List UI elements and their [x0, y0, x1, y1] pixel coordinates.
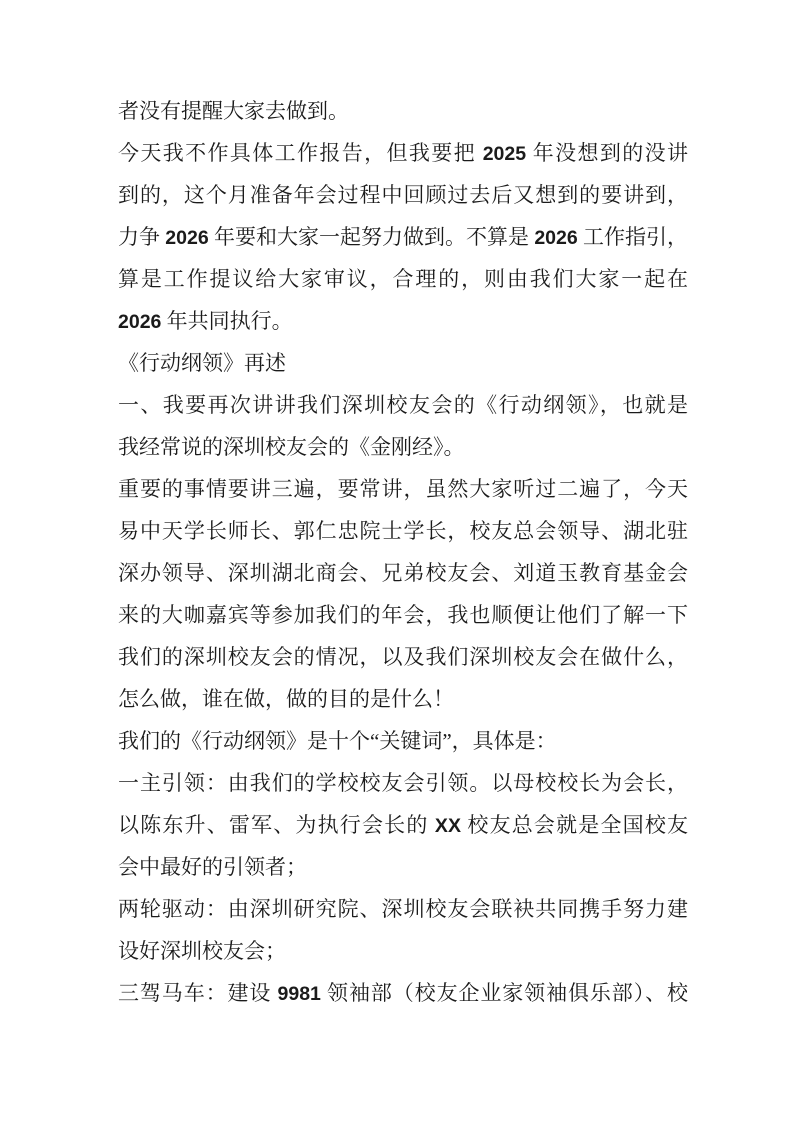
text-line: 算是工作提议给大家审议，合理的，则由我们大家一起在	[118, 267, 688, 291]
text-line: 设好深圳校友会；	[118, 939, 286, 963]
text-line: 两轮驱动：由深圳研究院、深圳校友会联袂共同携手努力建	[118, 897, 688, 921]
latin-text: XX	[434, 815, 461, 837]
text-line: 今天我不作具体工作报告，但我要把 2025 年没想到的没讲	[118, 141, 689, 165]
text-line: 一、我要再次讲讲我们深圳校友会的《行动纲领》，也就是	[118, 393, 688, 417]
text-line: 怎么做，谁在做，做的目的是什么！	[118, 687, 454, 711]
section-heading: 《行动纲领》再述	[118, 351, 286, 375]
text-line: 深办领导、深圳湖北商会、兄弟校友会、刘道玉教育基金会	[118, 561, 688, 585]
text-line: 我经常说的深圳校友会的《金刚经》。	[118, 435, 465, 459]
text-line: 三驾马车：建设 9981 领袖部（校友企业家领袖俱乐部）、校	[118, 981, 689, 1005]
text-line: 以陈东升、雷军、为执行会长的 XX 校友总会就是全国校友	[118, 813, 688, 837]
text-line: 2026 年共同执行。	[118, 309, 293, 333]
latin-text: 2025	[482, 143, 527, 165]
text-line: 到的，这个月准备年会过程中回顾过去后又想到的要讲到，	[118, 183, 688, 207]
latin-text: 2026	[165, 227, 209, 249]
text-line: 我们的深圳校友会的情况，以及我们深圳校友会在做什么，	[118, 645, 688, 669]
text-line: 我们的《行动纲领》是十个“关键词”，具体是：	[118, 729, 557, 753]
text-line: 一主引领：由我们的学校校友会引领。以母校校长为会长，	[118, 771, 688, 795]
latin-text: 2026	[118, 311, 162, 333]
text-line: 来的大咖嘉宾等参加我们的年会，我也顺便让他们了解一下	[118, 603, 688, 627]
text-line: 力争 2026 年要和大家一起努力做到。不算是 2026 工作指引，	[118, 225, 689, 249]
text-line: 者没有提醒大家去做到。	[118, 99, 349, 123]
text-line: 会中最好的引领者；	[118, 855, 307, 879]
latin-text: 9981	[277, 983, 321, 1005]
text-line: 易中天学长师长、郭仁忠院士学长，校友总会领导、湖北驻	[118, 519, 688, 543]
latin-text: 2026	[534, 227, 578, 249]
text-line: 重要的事情要讲三遍，要常讲，虽然大家听过二遍了，今天	[118, 477, 688, 501]
